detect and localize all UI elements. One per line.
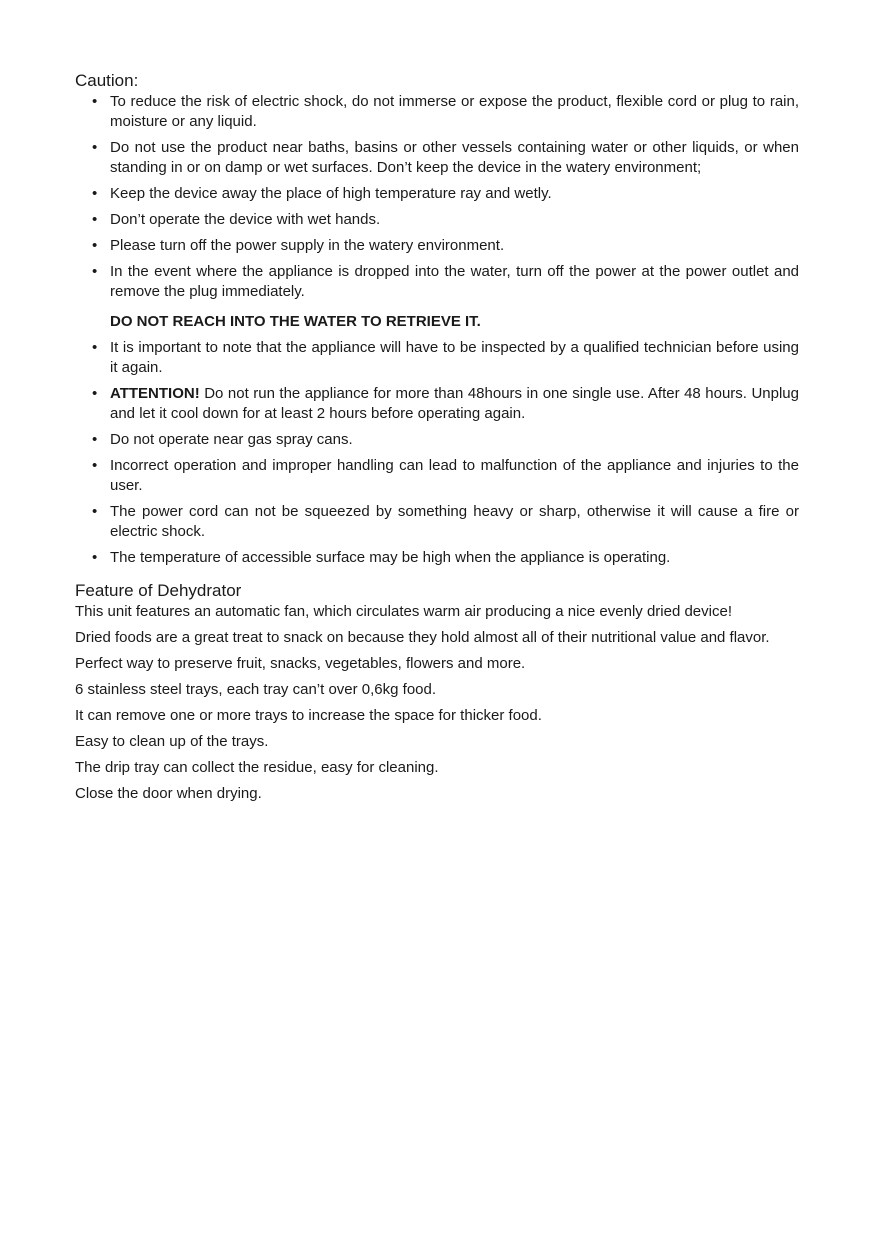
list-item-text: Do not operate near gas spray cans. xyxy=(110,431,353,448)
bullet-icon: • xyxy=(92,457,98,474)
list-item-text: Do not run the appliance for more than 48hours in one single use. After 48 hours. Unplug and let it cool down for at least 2 hours before operating again. xyxy=(110,385,799,422)
list-item xyxy=(75,262,799,302)
list-item-text: To reduce the risk of electric shock, do not immerse or expose the product, flexible cord or plug to rain, moisture or any liquid. xyxy=(110,93,799,130)
document-page xyxy=(75,70,799,810)
list-item xyxy=(75,138,799,178)
caution-heading: Caution: xyxy=(75,71,139,90)
caution-list xyxy=(75,92,799,568)
feature-section xyxy=(75,580,799,804)
bullet-icon: • xyxy=(92,211,98,228)
bullet-icon: • xyxy=(92,549,98,566)
list-item xyxy=(75,384,799,424)
list-item xyxy=(75,92,799,132)
bullet-icon: • xyxy=(92,385,98,402)
feature-paragraph: Dried foods are a great treat to snack on because they hold almost all of their nutritional value and flavor. xyxy=(75,629,770,646)
bullet-icon: • xyxy=(92,503,98,520)
list-item xyxy=(75,184,799,204)
list-item xyxy=(75,236,799,256)
list-item-text: In the event where the appliance is dropped into the water, turn off the power at the power outlet and remove the plug immediately. xyxy=(110,263,799,300)
list-item-text: Incorrect operation and improper handling can lead to malfunction of the appliance and injuries to the user. xyxy=(110,457,799,494)
feature-paragraphs xyxy=(75,602,799,804)
feature-paragraph: It can remove one or more trays to increase the space for thicker food. xyxy=(75,707,542,724)
list-item xyxy=(75,210,799,230)
attention-label: ATTENTION! xyxy=(110,385,200,402)
bullet-icon: • xyxy=(92,185,98,202)
feature-paragraph: This unit features an automatic fan, which circulates warm air producing a nice evenly dried device! xyxy=(75,603,732,620)
feature-paragraph: Easy to clean up of the trays. xyxy=(75,733,269,750)
bullet-icon: • xyxy=(92,431,98,448)
bullet-icon: • xyxy=(92,263,98,280)
list-item xyxy=(75,548,799,568)
list-item-text: The temperature of accessible surface may be high when the appliance is operating. xyxy=(110,549,671,566)
list-item-text: It is important to note that the appliance will have to be inspected by a qualified technician before using it again. xyxy=(110,339,799,376)
feature-paragraph: The drip tray can collect the residue, easy for cleaning. xyxy=(75,759,439,776)
list-item xyxy=(75,502,799,542)
warning-note xyxy=(75,312,799,332)
list-item-text: Please turn off the power supply in the watery environment. xyxy=(110,237,505,254)
list-item xyxy=(75,456,799,496)
bullet-icon: • xyxy=(92,139,98,156)
feature-paragraph: 6 stainless steel trays, each tray can’t over 0,6kg food. xyxy=(75,681,437,698)
list-item-text: The power cord can not be squeezed by something heavy or sharp, otherwise it will cause a fire or electric shock. xyxy=(110,503,799,540)
bullet-icon: • xyxy=(92,339,98,356)
bullet-icon: • xyxy=(92,237,98,254)
feature-heading: Feature of Dehydrator xyxy=(75,581,242,600)
list-item xyxy=(75,430,799,450)
warning-note-text: DO NOT REACH INTO THE WATER TO RETRIEVE IT. xyxy=(110,313,481,330)
list-item-text: Keep the device away the place of high temperature ray and wetly. xyxy=(110,185,552,202)
list-item-text: Do not use the product near baths, basins or other vessels containing water or other liquids, or when standing in or on damp or wet surfaces. Don’t keep the device in the watery environment; xyxy=(110,139,799,176)
feature-paragraph: Close the door when drying. xyxy=(75,785,262,802)
list-item-text: Don’t operate the device with wet hands. xyxy=(110,211,381,228)
bullet-icon: • xyxy=(92,93,98,110)
list-item xyxy=(75,338,799,378)
feature-paragraph: Perfect way to preserve fruit, snacks, vegetables, flowers and more. xyxy=(75,655,526,672)
